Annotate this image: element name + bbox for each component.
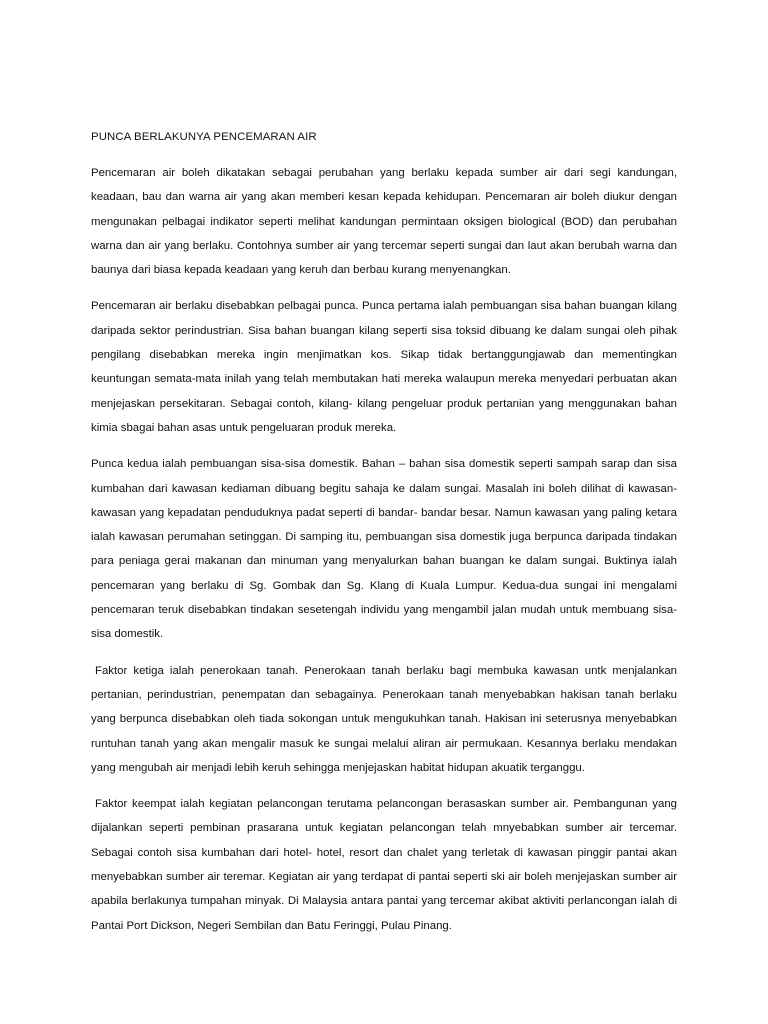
paragraph-land-clearing: Faktor ketiga ialah penerokaan tanah. Penerokaan tanah berlaku bagi membuka kawasan untk menjalankan pertanian, perindustrian, penempatan dan sebagainya. Penerokaan tanah menyebabkan hakisan tanah berlaku yang berpunca disebabkan oleh tiada sokongan untuk mengukuhkan tanah. Hakisan ini seterusnya menyebabkan runtuhan tanah yang akan mengalir masuk ke sungai melalui aliran air permukaan. Kesannya berlaku mendakan yang mengubah air menjadi lebih keruh sehingga menjejaskan habitat hidupan akuatik terganggu. — [91, 664, 677, 774]
document-body — [91, 125, 677, 950]
paragraph-definition: Pencemaran air boleh dikatakan sebagai perubahan yang berlaku kepada sumber air dari segi kandungan, keadaan, bau dan warna air yang akan memberi kesan kepada kehidupan. Pencemaran air boleh diukur dengan mengunakan pelbagai indikator seperti melihat kandungan permintaan oksigen biological (BOD) dan perubahan warna dan air yang berlaku. Contohnya sumber air yang tercemar seperti sungai dan laut akan berubah warna dan baunya dari biasa kepada keadaan yang keruh dan berbau kurang menyenangkan. — [91, 167, 677, 277]
paragraph-tourism: Faktor keempat ialah kegiatan pelancongan terutama pelancongan berasaskan sumber air. Pembangunan yang dijalankan seperti pembinan prasarana untuk kegiatan pelancongan telah mnyebabkan sumber air tercemar. Sebagai contoh sisa kumbahan dari hotel- hotel, resort dan chalet yang terletak di kawasan pinggir pantai akan menyebabkan sumber air teremar. Kegiatan air yang terdapat di pantai seperti ski air boleh menjejaskan sumber air apabila berlakunya tumpahan minyak. Di Malaysia antara pantai yang tercemar akibat aktiviti perlancongan ialah di Pantai Port Dickson, Negeri Sembilan dan Batu Feringgi, Pulau Pinang. — [91, 798, 677, 932]
paragraph-industrial-waste: Pencemaran air berlaku disebabkan pelbagai punca. Punca pertama ialah pembuangan sisa bahan buangan kilang daripada sektor perindustrian. Sisa bahan buangan kilang seperti sisa toksid dibuang ke dalam sungai oleh pihak pengilang disebabkan mereka ingin menjimatkan kos. Sikap tidak bertanggungjawab dan mementingkan keuntungan semata-mata inilah yang telah membutakan hati mereka walaupun mereka menyedari perbuatan akan menjejaskan persekitaran. Sebagai contoh, kilang- kilang pengeluar produk pertanian yang menggunakan bahan kimia sbagai bahan asas untuk pengeluaran produk mereka. — [91, 300, 677, 434]
paragraph-domestic-waste: Punca kedua ialah pembuangan sisa-sisa domestik. Bahan – bahan sisa domestik seperti sampah sarap dan sisa kumbahan dari kawasan kediaman dibuang begitu sahaja ke dalam sungai. Masalah ini boleh dilihat di kawasan-kawasan yang kepadatan penduduknya padat seperti di bandar- bandar besar. Namun kawasan yang paling ketara ialah kawasan perumahan setinggan. Di samping itu, pembuangan sisa domestik juga berpunca daripada tindakan para peniaga gerai makanan dan minuman yang menyalurkan bahan buangan ke dalam sungai. Buktinya ialah pencemaran yang berlaku di Sg. Gombak dan Sg. Klang di Kuala Lumpur. Kedua-dua sungai ini mengalami pencemaran teruk disebabkan tindakan sesetengah individu yang mengambil jalan mudah untuk membuang sisa-sisa domestik. — [91, 458, 677, 641]
document-title: PUNCA BERLAKUNYA PENCEMARAN AIR — [91, 131, 317, 143]
